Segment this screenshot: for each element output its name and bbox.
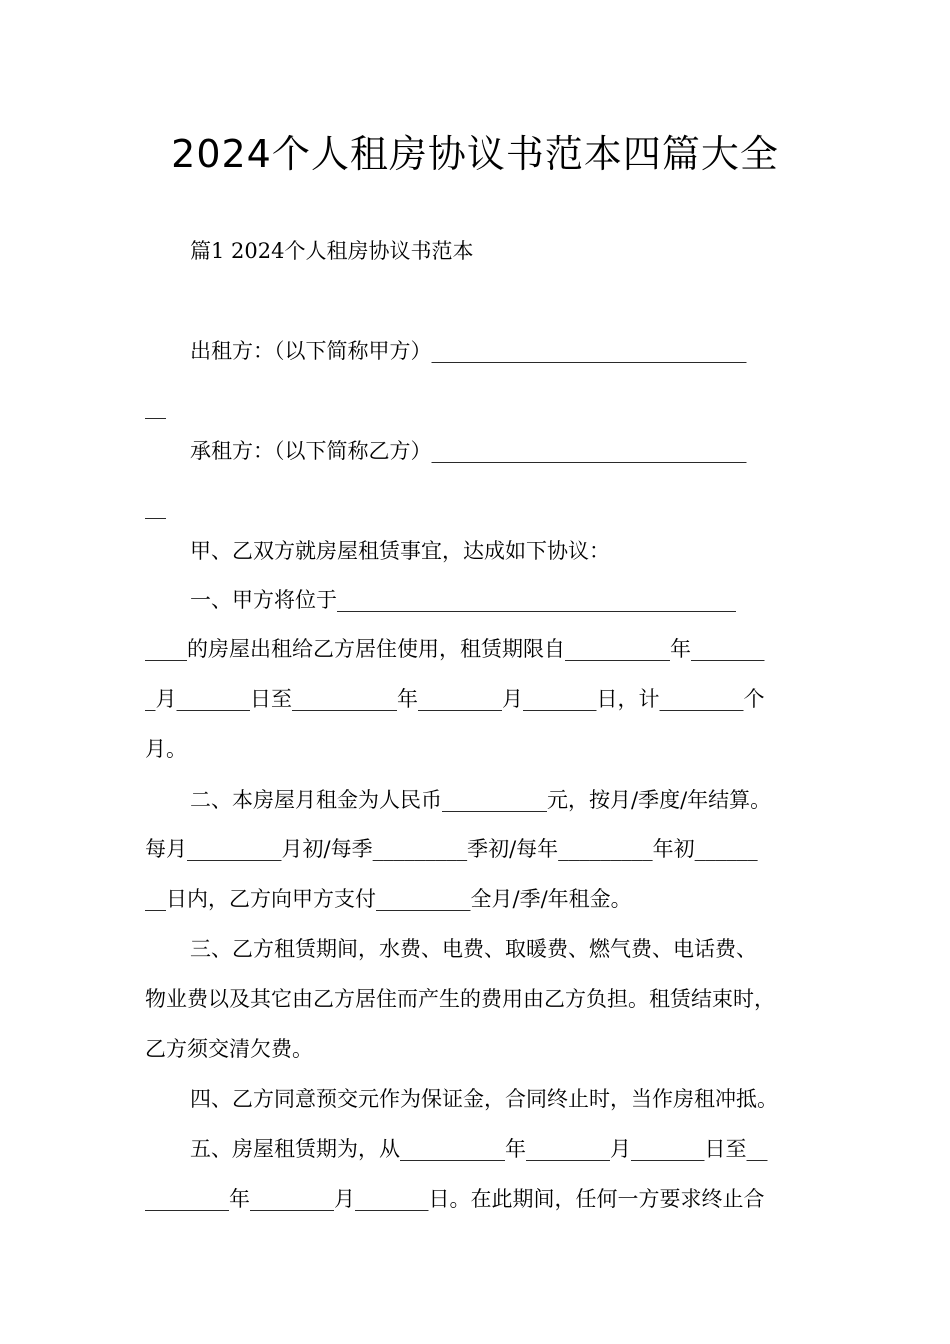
clause-2-line-1: 二、本房屋月租金为人民币__________元，按月/季度/年结算。	[190, 788, 772, 812]
clause-1-line-1: 一、甲方将位于______________________________________	[190, 588, 736, 612]
clause-1-line-3: _月_______日至__________年________月_______日，计________个	[145, 687, 765, 711]
tenant-line: 承租方：（以下简称乙方）______________________________	[190, 439, 747, 463]
clause-1-line-2: ____的房屋出租给乙方居住使用，租赁期限自__________年_______	[145, 637, 765, 661]
clause-2-line-3: __日内，乙方向甲方支付_________全月/季/年租金。	[145, 887, 632, 911]
clause-3-line-1: 三、乙方租赁期间，水费、电费、取暖费、燃气费、电话费、	[190, 937, 757, 961]
landlord-line-continued: __	[145, 395, 166, 419]
document-title: 2024个人租房协议书范本四篇大全	[171, 132, 779, 176]
clause-5-line-2: ________年________月_______日。在此期间，任何一方要求终止合	[145, 1187, 765, 1211]
agreement-intro: 甲、乙双方就房屋租赁事宜，达成如下协议：	[190, 539, 610, 563]
clause-3-line-2: 物业费以及其它由乙方居住而产生的费用由乙方负担。租赁结束时，	[145, 987, 775, 1011]
clause-5-line-1: 五、房屋租赁期为，从__________年________月_______日至__	[190, 1137, 768, 1161]
clause-4-line-1: 四、乙方同意预交元作为保证金，合同终止时，当作房租冲抵。	[190, 1087, 778, 1111]
clause-2-line-2: 每月_________月初/每季_________季初/每年_________年初______	[145, 837, 758, 861]
tenant-line-continued: __	[145, 495, 166, 519]
landlord-line: 出租方：（以下简称甲方）______________________________	[190, 339, 747, 363]
section-heading: 篇1 2024个人租房协议书范本	[190, 239, 474, 263]
clause-1-line-4: 月。	[145, 737, 187, 761]
clause-3-line-3: 乙方须交清欠费。	[145, 1037, 313, 1061]
